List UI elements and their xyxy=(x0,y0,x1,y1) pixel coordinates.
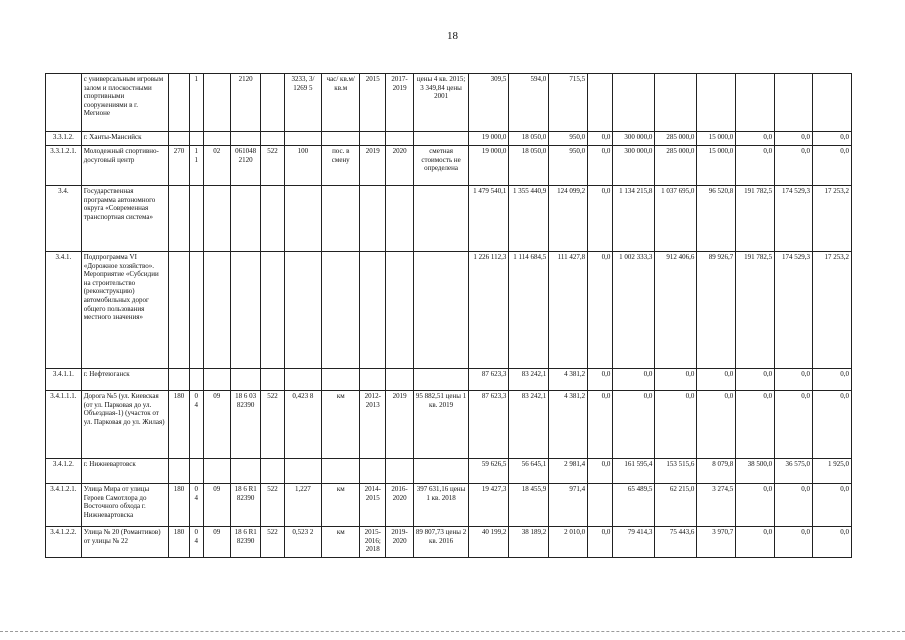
table-row xyxy=(46,252,852,369)
table-row xyxy=(46,527,852,558)
construction-years: 2019-2020 xyxy=(386,527,413,558)
subsection-code xyxy=(203,74,230,132)
subsection-code: 02 xyxy=(203,146,230,186)
table-row xyxy=(46,146,852,186)
row-name: Подпрограмма VI «Дорожное хозяйство». Мероприятие «Субсидии на строительство (реконструкцию) автомобильных дорог общего пользования местного значения» xyxy=(81,252,168,369)
amount-cell: 0,0 xyxy=(588,527,613,558)
estimated-cost: 89 807,73 цены 2 кв. 2016 xyxy=(413,527,469,558)
section-code xyxy=(189,252,203,369)
amount-cell xyxy=(588,484,613,527)
row-name: Улица № 20 (Романтиков) от улицы № 22 xyxy=(81,527,168,558)
amount-cell: 38 500,0 xyxy=(736,459,775,484)
row-code: 3.4.1.2. xyxy=(46,459,82,484)
subsection-code xyxy=(203,459,230,484)
capacity-value: 3233, 3/ 1269 5 xyxy=(284,74,322,132)
amount-cell: 191 782,5 xyxy=(736,252,775,369)
budget-code: 270 xyxy=(168,146,189,186)
expense-type-code xyxy=(261,74,284,132)
amount-cell: 0,0 xyxy=(588,146,613,186)
construction-years xyxy=(386,186,413,252)
amount-cell: 285 000,0 xyxy=(655,132,697,146)
budget-code: 180 xyxy=(168,484,189,527)
amount-cell: 285 000,0 xyxy=(655,146,697,186)
row-code: 3.4.1.2.1. xyxy=(46,484,82,527)
capacity-unit: км xyxy=(322,391,360,459)
design-years xyxy=(360,252,386,369)
amount-cell: 83 242,1 xyxy=(509,391,549,459)
amount-cell: 912 406,6 xyxy=(655,252,697,369)
row-code: 3.4.1.1.1. xyxy=(46,391,82,459)
amount-cell: 4 381,2 xyxy=(549,391,588,459)
capacity-unit: пос. в смену xyxy=(322,146,360,186)
subsection-code: 09 xyxy=(203,391,230,459)
table-row xyxy=(46,459,852,484)
budget-code xyxy=(168,252,189,369)
target-article-code: 061048 2120 xyxy=(230,146,260,186)
estimated-cost xyxy=(413,132,469,146)
amount-cell: 62 215,0 xyxy=(655,484,697,527)
row-name: г. Ханты-Мансийск xyxy=(81,132,168,146)
amount-cell: 0,0 xyxy=(775,146,813,186)
construction-years: 2020 xyxy=(386,146,413,186)
amount-cell: 0,0 xyxy=(588,391,613,459)
amount-cell: 40 199,2 xyxy=(469,527,509,558)
amount-cell: 65 489,5 xyxy=(613,484,655,527)
section-code xyxy=(189,459,203,484)
section-code xyxy=(189,186,203,252)
amount-cell: 0,0 xyxy=(588,132,613,146)
row-name: Дорога №5 (ул. Киевская (от ул. Парковая до ул. Объездная-1) (участок от ул. Парковая до ул. Жилая) xyxy=(81,391,168,459)
target-article-code: 18 6 03 82390 xyxy=(230,391,260,459)
row-code: 3.3.1.2. xyxy=(46,132,82,146)
subsection-code xyxy=(203,132,230,146)
design-years: 2012-2013 xyxy=(360,391,386,459)
capacity-value: 0,423 8 xyxy=(284,391,322,459)
amount-cell: 0,0 xyxy=(813,369,852,391)
amount-cell: 19 427,3 xyxy=(469,484,509,527)
amount-cell xyxy=(613,74,655,132)
amount-cell: 17 253,2 xyxy=(813,186,852,252)
amount-cell: 0,0 xyxy=(736,484,775,527)
amount-cell: 1 355 440,9 xyxy=(509,186,549,252)
amount-cell: 1 037 695,0 xyxy=(655,186,697,252)
amount-cell: 174 529,3 xyxy=(775,186,813,252)
budget-code: 180 xyxy=(168,391,189,459)
design-years: 2015-2016; 2018 xyxy=(360,527,386,558)
amount-cell: 111 427,8 xyxy=(549,252,588,369)
amount-cell: 124 099,2 xyxy=(549,186,588,252)
amount-cell: 56 645,1 xyxy=(509,459,549,484)
construction-years xyxy=(386,369,413,391)
expense-type-code xyxy=(261,186,284,252)
amount-cell: 87 623,3 xyxy=(469,369,509,391)
amount-cell: 18 050,0 xyxy=(509,132,549,146)
amount-cell xyxy=(588,74,613,132)
estimated-cost xyxy=(413,252,469,369)
amount-cell: 715,5 xyxy=(549,74,588,132)
budget-code xyxy=(168,369,189,391)
row-name: Государственная программа автономного округа «Современная транспортная система» xyxy=(81,186,168,252)
amount-cell: 87 623,3 xyxy=(469,391,509,459)
amount-cell: 153 515,6 xyxy=(655,459,697,484)
amount-cell: 0,0 xyxy=(613,369,655,391)
expense-type-code xyxy=(261,369,284,391)
design-years xyxy=(360,369,386,391)
expense-type-code: 522 xyxy=(261,391,284,459)
amount-cell: 161 595,4 xyxy=(613,459,655,484)
amount-cell: 0,0 xyxy=(775,484,813,527)
amount-cell: 15 000,0 xyxy=(697,146,736,186)
construction-years xyxy=(386,132,413,146)
amount-cell: 0,0 xyxy=(736,527,775,558)
estimated-cost: 95 882,51 цены 1 кв. 2019 xyxy=(413,391,469,459)
capacity-value xyxy=(284,369,322,391)
target-article-code xyxy=(230,459,260,484)
amount-cell: 17 253,2 xyxy=(813,252,852,369)
section-code: 0 4 xyxy=(189,484,203,527)
estimated-cost xyxy=(413,369,469,391)
amount-cell: 0,0 xyxy=(775,391,813,459)
section-code: 1 xyxy=(189,74,203,132)
page-bottom-rule xyxy=(0,631,905,632)
amount-cell: 18 455,9 xyxy=(509,484,549,527)
amount-cell: 0,0 xyxy=(588,186,613,252)
capacity-unit xyxy=(322,459,360,484)
amount-cell: 1 479 540,1 xyxy=(469,186,509,252)
subsection-code xyxy=(203,186,230,252)
amount-cell: 950,0 xyxy=(549,146,588,186)
amount-cell: 3 970,7 xyxy=(697,527,736,558)
amount-cell: 0,0 xyxy=(697,391,736,459)
row-code xyxy=(46,74,82,132)
row-name: с универсальным игровым залом и плоскостными спортивными сооружениями в г. Мегионе xyxy=(81,74,168,132)
design-years xyxy=(360,132,386,146)
amount-cell: 0,0 xyxy=(655,391,697,459)
target-article-code xyxy=(230,252,260,369)
expense-type-code: 522 xyxy=(261,146,284,186)
capacity-unit xyxy=(322,186,360,252)
budget-code xyxy=(168,459,189,484)
amount-cell: 1 114 684,5 xyxy=(509,252,549,369)
budget-code xyxy=(168,132,189,146)
amount-cell: 3 274,5 xyxy=(697,484,736,527)
amount-cell: 19 000,0 xyxy=(469,146,509,186)
target-article-code xyxy=(230,132,260,146)
page-number: 18 xyxy=(447,30,458,42)
estimated-cost: сметная стоимость не определена xyxy=(413,146,469,186)
amount-cell: 89 926,7 xyxy=(697,252,736,369)
section-code xyxy=(189,132,203,146)
section-code: 0 4 xyxy=(189,391,203,459)
row-name: г. Нефтеюганск xyxy=(81,369,168,391)
section-code: 0 4 xyxy=(189,527,203,558)
budget-table xyxy=(45,73,852,558)
capacity-unit xyxy=(322,369,360,391)
expense-type-code xyxy=(261,252,284,369)
construction-years: 2017-2019 xyxy=(386,74,413,132)
table-row xyxy=(46,74,852,132)
target-article-code: 18 6 R1 82390 xyxy=(230,484,260,527)
amount-cell: 8 079,8 xyxy=(697,459,736,484)
expense-type-code xyxy=(261,132,284,146)
amount-cell: 1 925,0 xyxy=(813,459,852,484)
construction-years xyxy=(386,252,413,369)
row-code: 3.3.1.2.1. xyxy=(46,146,82,186)
capacity-unit xyxy=(322,132,360,146)
budget-code xyxy=(168,186,189,252)
amount-cell: 0,0 xyxy=(813,527,852,558)
capacity-value: 100 xyxy=(284,146,322,186)
capacity-unit: км xyxy=(322,527,360,558)
amount-cell: 83 242,1 xyxy=(509,369,549,391)
table-row xyxy=(46,391,852,459)
design-years: 2015 xyxy=(360,74,386,132)
capacity-unit: км xyxy=(322,484,360,527)
amount-cell: 15 000,0 xyxy=(697,132,736,146)
design-years: 2014-2015 xyxy=(360,484,386,527)
capacity-value: 1,227 xyxy=(284,484,322,527)
amount-cell: 950,0 xyxy=(549,132,588,146)
amount-cell: 300 000,0 xyxy=(613,146,655,186)
section-code: 1 1 xyxy=(189,146,203,186)
budget-code xyxy=(168,74,189,132)
amount-cell: 2 010,0 xyxy=(549,527,588,558)
amount-cell xyxy=(655,74,697,132)
target-article-code: 18 6 R1 82390 xyxy=(230,527,260,558)
capacity-value: 0,523 2 xyxy=(284,527,322,558)
amount-cell: 0,0 xyxy=(697,369,736,391)
amount-cell: 0,0 xyxy=(613,391,655,459)
section-code xyxy=(189,369,203,391)
row-name: г. Нижневартовск xyxy=(81,459,168,484)
amount-cell: 191 782,5 xyxy=(736,186,775,252)
amount-cell: 19 000,0 xyxy=(469,132,509,146)
design-years xyxy=(360,186,386,252)
row-name: Улица Мира от улицы Героев Самотлора до Восточного обхода г. Нижневартовска xyxy=(81,484,168,527)
row-code: 3.4.1.2.2. xyxy=(46,527,82,558)
expense-type-code: 522 xyxy=(261,484,284,527)
amount-cell: 0,0 xyxy=(813,132,852,146)
amount-cell: 0,0 xyxy=(655,369,697,391)
amount-cell: 0,0 xyxy=(813,484,852,527)
design-years xyxy=(360,459,386,484)
expense-type-code: 522 xyxy=(261,527,284,558)
row-code: 3.4.1. xyxy=(46,252,82,369)
amount-cell: 0,0 xyxy=(775,527,813,558)
estimated-cost xyxy=(413,459,469,484)
table-row xyxy=(46,132,852,146)
amount-cell: 0,0 xyxy=(588,252,613,369)
row-code: 3.4. xyxy=(46,186,82,252)
capacity-value xyxy=(284,459,322,484)
construction-years: 2016-2020 xyxy=(386,484,413,527)
amount-cell: 0,0 xyxy=(736,391,775,459)
amount-cell: 0,0 xyxy=(588,369,613,391)
estimated-cost: 397 631,16 цены 1 кв. 2018 xyxy=(413,484,469,527)
construction-years xyxy=(386,459,413,484)
target-article-code xyxy=(230,369,260,391)
amount-cell xyxy=(736,74,775,132)
amount-cell: 59 626,5 xyxy=(469,459,509,484)
amount-cell: 300 000,0 xyxy=(613,132,655,146)
amount-cell: 174 529,3 xyxy=(775,252,813,369)
amount-cell: 0,0 xyxy=(813,391,852,459)
amount-cell: 0,0 xyxy=(736,132,775,146)
estimated-cost xyxy=(413,186,469,252)
amount-cell: 971,4 xyxy=(549,484,588,527)
design-years: 2019 xyxy=(360,146,386,186)
amount-cell: 0,0 xyxy=(736,146,775,186)
amount-cell: 4 381,2 xyxy=(549,369,588,391)
budget-code: 180 xyxy=(168,527,189,558)
capacity-unit xyxy=(322,252,360,369)
amount-cell: 1 002 333,3 xyxy=(613,252,655,369)
subsection-code xyxy=(203,369,230,391)
amount-cell: 0,0 xyxy=(588,459,613,484)
amount-cell: 36 575,0 xyxy=(775,459,813,484)
subsection-code: 09 xyxy=(203,527,230,558)
table-row xyxy=(46,186,852,252)
amount-cell: 96 520,8 xyxy=(697,186,736,252)
amount-cell: 0,0 xyxy=(813,146,852,186)
amount-cell xyxy=(813,74,852,132)
amount-cell: 594,0 xyxy=(509,74,549,132)
row-code: 3.4.1.1. xyxy=(46,369,82,391)
target-article-code xyxy=(230,186,260,252)
capacity-value xyxy=(284,186,322,252)
amount-cell: 38 189,2 xyxy=(509,527,549,558)
construction-years: 2019 xyxy=(386,391,413,459)
amount-cell: 79 414,3 xyxy=(613,527,655,558)
amount-cell: 75 443,6 xyxy=(655,527,697,558)
estimated-cost: цены 4 кв. 2015; 3 349,84 цены 2001 xyxy=(413,74,469,132)
amount-cell xyxy=(775,74,813,132)
amount-cell: 1 134 215,8 xyxy=(613,186,655,252)
amount-cell: 18 050,0 xyxy=(509,146,549,186)
capacity-value xyxy=(284,132,322,146)
amount-cell: 1 226 112,3 xyxy=(469,252,509,369)
amount-cell: 0,0 xyxy=(775,132,813,146)
capacity-unit: час/ кв.м/ кв.м xyxy=(322,74,360,132)
amount-cell: 309,5 xyxy=(469,74,509,132)
expense-type-code xyxy=(261,459,284,484)
capacity-value xyxy=(284,252,322,369)
amount-cell: 2 981,4 xyxy=(549,459,588,484)
amount-cell: 0,0 xyxy=(736,369,775,391)
table-row xyxy=(46,484,852,527)
amount-cell xyxy=(697,74,736,132)
table-row xyxy=(46,369,852,391)
amount-cell: 0,0 xyxy=(775,369,813,391)
row-name: Молодежный спортивно-досуговый центр xyxy=(81,146,168,186)
subsection-code: 09 xyxy=(203,484,230,527)
target-article-code: 2120 xyxy=(230,74,260,132)
subsection-code xyxy=(203,252,230,369)
